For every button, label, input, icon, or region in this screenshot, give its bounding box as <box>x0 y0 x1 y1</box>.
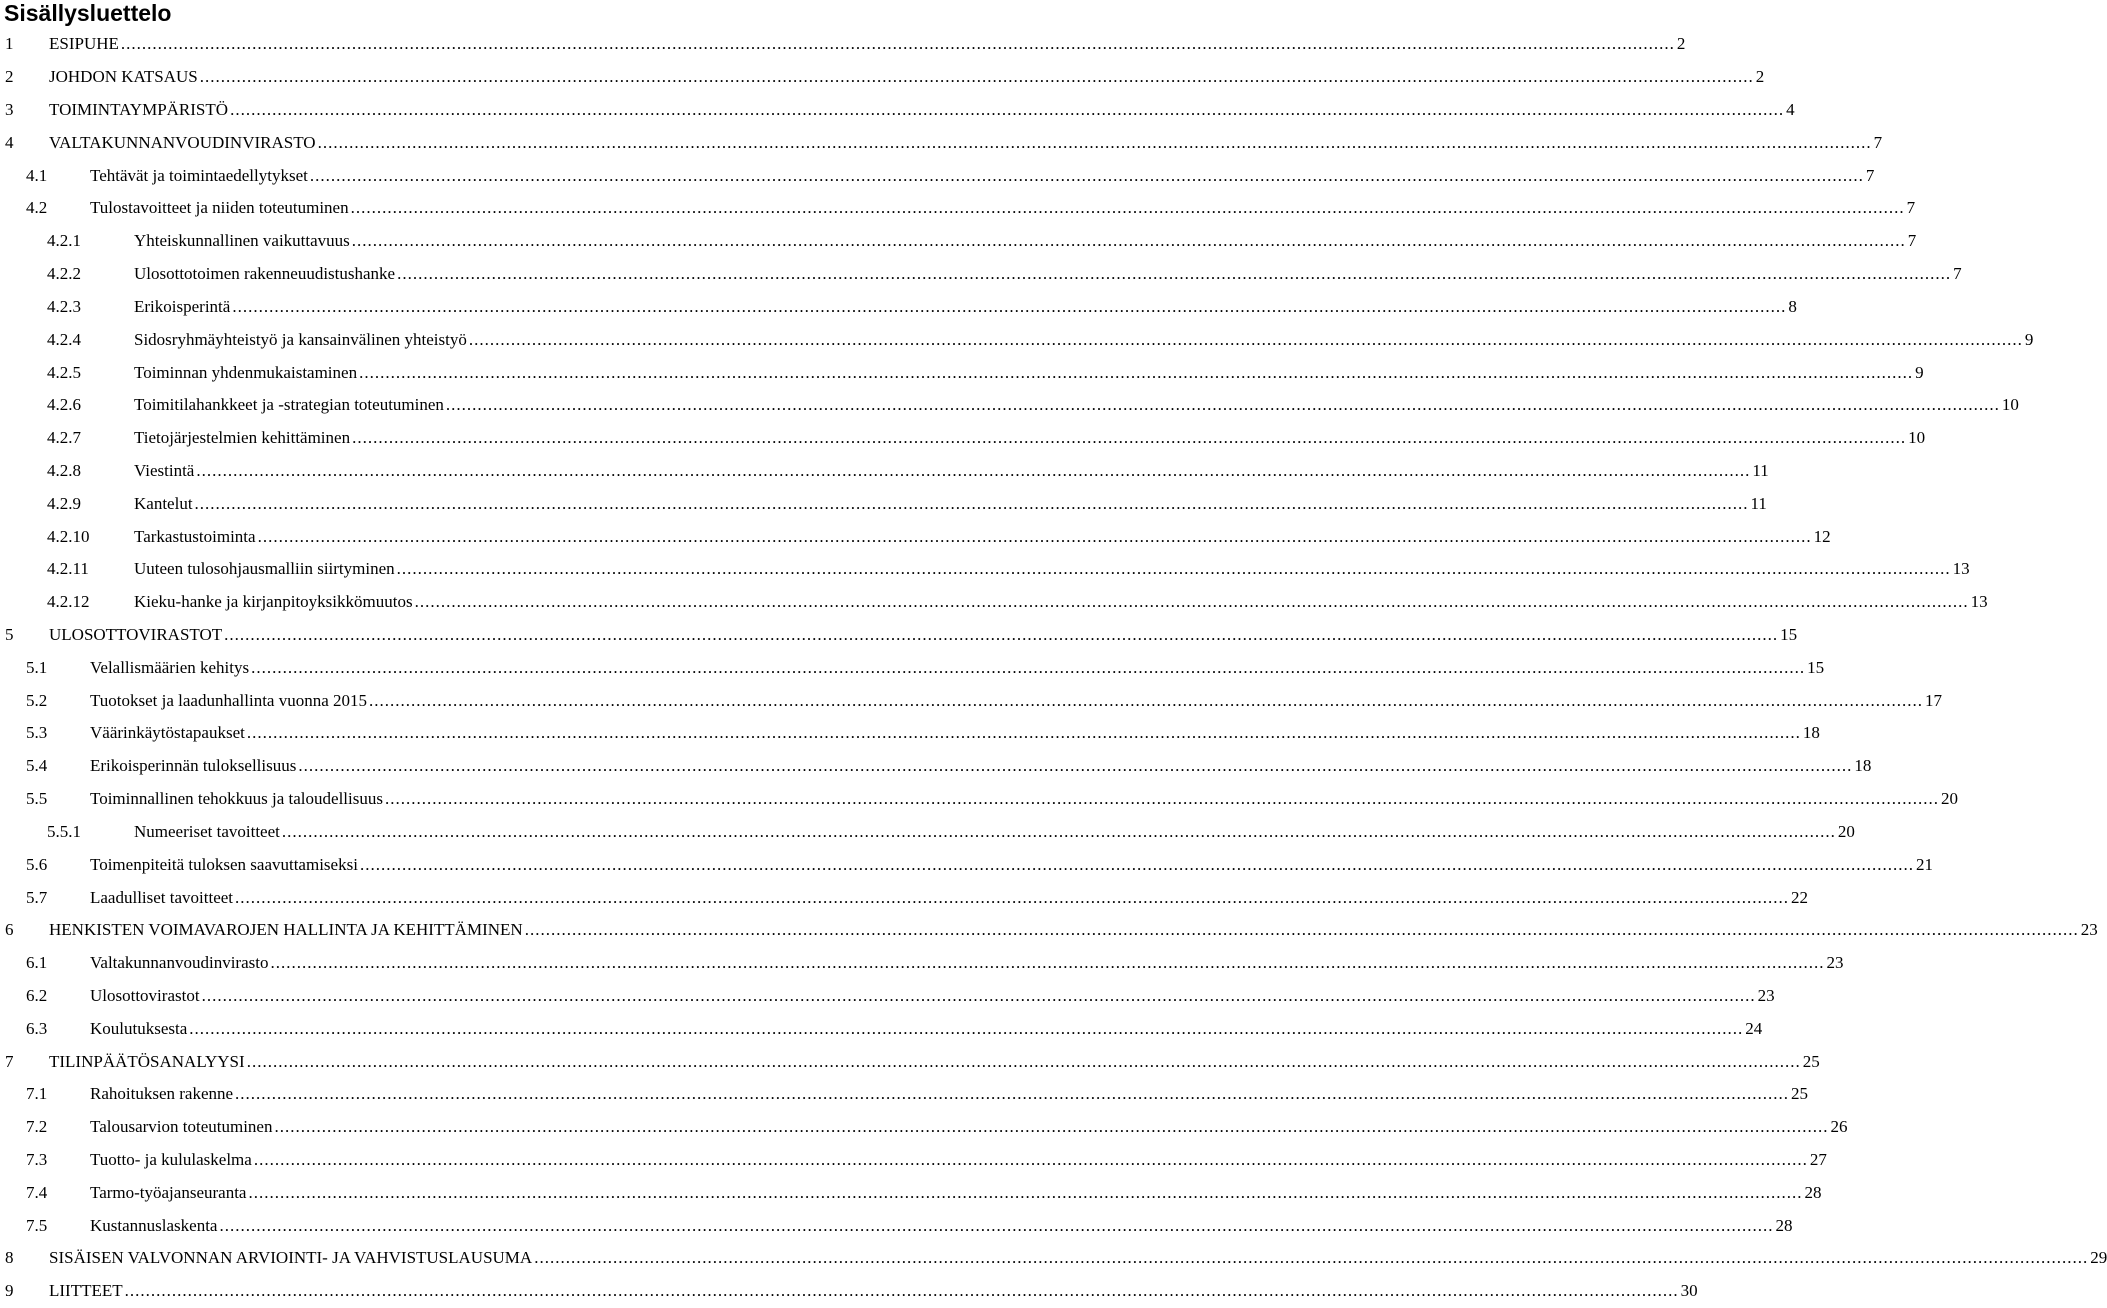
toc-entry-number: 6 <box>5 920 14 940</box>
toc-entry-number: 4.2.3 <box>47 296 81 316</box>
dot-leader <box>270 953 1824 973</box>
toc-entry-label[interactable]: Ulosottovirastot <box>90 985 200 1005</box>
toc-entry-label[interactable]: Tuotto- ja kululaskelma <box>90 1150 252 1170</box>
toc-entry-label[interactable]: Erikoisperinnän tuloksellisuus <box>90 756 297 776</box>
toc-entry-number: 4.2.1 <box>47 231 81 251</box>
toc-entry[interactable] <box>0 323 2034 356</box>
toc-entry-label[interactable]: Väärinkäytöstapaukset <box>90 723 245 743</box>
dot-leader <box>359 363 1913 383</box>
toc-entry-page-number: 7 <box>1865 165 1875 185</box>
toc-entry[interactable] <box>0 848 1933 881</box>
toc-entry-page-number: 13 <box>1970 592 1988 612</box>
toc-entry-label[interactable]: TILINPÄÄTÖSANALYYSI <box>49 1051 245 1071</box>
toc-entry[interactable] <box>0 816 1855 849</box>
dot-leader <box>230 100 1784 120</box>
toc-entry-label[interactable]: Uuteen tulosohjausmalliin siirtyminen <box>134 559 395 579</box>
toc-entry[interactable] <box>0 783 1958 816</box>
toc-entry-number: 4.2.11 <box>47 559 89 579</box>
dot-leader <box>232 297 1786 317</box>
toc-entry[interactable] <box>0 914 2098 947</box>
toc-entry-page-number: 23 <box>1757 985 1775 1005</box>
toc-entry[interactable] <box>0 487 1767 520</box>
toc-entry-label[interactable]: HENKISTEN VOIMAVAROJEN HALLINTA JA KEHITTÄMINEN <box>49 920 523 940</box>
toc-entry[interactable] <box>0 389 2019 422</box>
toc-entry-number: 5 <box>5 625 14 645</box>
toc-entry-page-number: 7 <box>1907 231 1917 251</box>
toc-entry-number: 7 <box>5 1051 14 1071</box>
toc-entry-label[interactable]: Numeeriset tavoitteet <box>134 821 280 841</box>
toc-entry-page-number: 2 <box>1755 67 1765 87</box>
toc-entry-label[interactable]: Koulutuksesta <box>90 1018 188 1038</box>
toc-entry-label[interactable]: Tulostavoitteet ja niiden toteutuminen <box>90 198 349 218</box>
toc-entry-number: 7.3 <box>26 1150 48 1170</box>
toc-entry-number: 5.6 <box>26 854 48 874</box>
dot-leader <box>258 527 1812 547</box>
toc-entry-page-number: 11 <box>1750 493 1767 513</box>
toc-entry[interactable] <box>0 717 1820 750</box>
dot-leader <box>469 330 2023 350</box>
toc-entry-label[interactable]: TOIMINTAYMPÄRISTÖ <box>49 100 229 120</box>
toc-entry[interactable] <box>0 455 1769 488</box>
toc-entry[interactable] <box>0 61 1765 94</box>
toc-entry-number: 4.2.8 <box>47 460 81 480</box>
toc-entry[interactable] <box>0 619 1798 652</box>
dot-leader <box>247 1052 1801 1072</box>
toc-entry[interactable] <box>0 750 1872 783</box>
dot-leader <box>224 625 1778 645</box>
toc-entry[interactable] <box>0 1012 1763 1045</box>
dot-leader <box>525 920 2079 940</box>
toc-entry-number: 4 <box>5 132 14 152</box>
toc-entry[interactable] <box>0 1144 1827 1177</box>
toc-entry-label[interactable]: Velallismäärien kehitys <box>90 657 250 677</box>
toc-entry[interactable] <box>0 1242 2107 1275</box>
dot-leader <box>318 133 1872 153</box>
toc-entry-page-number: 17 <box>1925 690 1943 710</box>
toc-entry-number: 4.2.2 <box>47 264 81 284</box>
dot-leader <box>352 428 1906 448</box>
toc-entry-number: 4.2 <box>26 198 48 218</box>
toc-entry[interactable] <box>0 980 1775 1013</box>
dot-leader <box>415 592 1969 612</box>
toc-entry-page-number: 8 <box>1788 296 1797 316</box>
dot-leader <box>219 1216 1773 1236</box>
toc-entry[interactable] <box>0 291 1797 324</box>
dot-leader <box>235 1084 1789 1104</box>
toc-entry[interactable] <box>0 94 1795 127</box>
toc-entry-number: 6.2 <box>26 985 48 1005</box>
toc-entry-number: 9 <box>5 1281 14 1301</box>
toc-entry-page-number: 9 <box>1915 362 1924 382</box>
toc-entry[interactable] <box>0 684 1943 717</box>
toc-entry-number: 6.3 <box>26 1018 48 1038</box>
toc-entry-label[interactable]: Valtakunnanvoudinvirasto <box>90 953 269 973</box>
toc-entry-label[interactable]: Viestintä <box>134 460 195 480</box>
dot-leader <box>360 855 1914 875</box>
toc-entry-number: 5.5 <box>26 789 48 809</box>
dot-leader <box>534 1248 2088 1268</box>
toc-entry-label[interactable]: SISÄISEN VALVONNAN ARVIOINTI- JA VAHVISTUSLAUSUMA <box>49 1248 533 1268</box>
toc-entry[interactable] <box>0 651 1825 684</box>
toc-entry[interactable] <box>0 159 1875 192</box>
toc-entry-page-number: 22 <box>1791 887 1809 907</box>
toc-entry-label[interactable]: Tietojärjestelmien kehittäminen <box>134 428 351 448</box>
toc-entry-label[interactable]: ULOSOTTOVIRASTOT <box>49 625 223 645</box>
toc-entry-label[interactable]: VALTAKUNNANVOUDINVIRASTO <box>49 132 316 152</box>
toc-entry[interactable] <box>0 1045 1820 1078</box>
toc-entry-number: 5.2 <box>26 690 48 710</box>
toc-entry-page-number: 29 <box>2090 1248 2107 1268</box>
toc-entry-number: 1 <box>5 34 14 54</box>
toc-entry-label[interactable]: Toiminnallinen tehokkuus ja taloudellisuus <box>90 789 383 809</box>
toc-entry-page-number: 28 <box>1804 1182 1822 1202</box>
dot-leader <box>385 789 1939 809</box>
dot-leader <box>195 494 1749 514</box>
toc-entry[interactable] <box>0 1176 1822 1209</box>
toc-entry-page-number: 9 <box>2024 329 2034 349</box>
dot-leader <box>125 1281 1679 1301</box>
toc-entry-number: 4.2.12 <box>47 592 90 612</box>
toc-entry-label[interactable]: Toiminnan yhdenmukaistaminen <box>134 362 358 382</box>
toc-entry-label[interactable]: Tuotokset ja laadunhallinta vuonna 2015 <box>90 690 368 710</box>
toc-entry-page-number: 26 <box>1830 1117 1848 1137</box>
toc-entry-number: 4.2.10 <box>47 526 90 546</box>
dot-leader <box>298 756 1852 776</box>
toc-entry-page-number: 25 <box>1791 1084 1809 1104</box>
toc-entry-page-number: 18 <box>1802 723 1820 743</box>
toc-entry-number: 8 <box>5 1248 14 1268</box>
toc-entry-number: 3 <box>5 100 14 120</box>
toc-entry-label[interactable]: LIITTEET <box>49 1281 123 1301</box>
toc-entry-label[interactable]: Toimenpiteitä tuloksen saavuttamiseksi <box>90 854 358 874</box>
dot-leader <box>352 231 1906 251</box>
toc-entry-number: 7.2 <box>26 1117 48 1137</box>
dot-leader <box>397 264 1951 284</box>
toc-entry-label[interactable]: Tarkastustoiminta <box>134 526 256 546</box>
toc-entry-page-number: 2 <box>1676 34 1686 54</box>
toc-entry-label[interactable]: Yhteiskunnallinen vaikuttavuus <box>134 231 350 251</box>
toc-entry-label[interactable]: JOHDON KATSAUS <box>49 67 198 87</box>
toc-entry[interactable] <box>0 947 1844 980</box>
toc-entry-page-number: 24 <box>1745 1018 1763 1038</box>
toc-entry[interactable] <box>0 1078 1809 1111</box>
dot-leader <box>254 1150 1808 1170</box>
dot-leader <box>282 822 1836 842</box>
toc-entry-number: 4.2.7 <box>47 428 81 448</box>
table-of-contents <box>0 28 2107 1308</box>
toc-entry[interactable] <box>0 1209 1793 1242</box>
toc-entry-label[interactable]: Talousarvion toteutuminen <box>90 1117 273 1137</box>
toc-entry-page-number: 18 <box>1854 756 1872 776</box>
toc-entry[interactable] <box>0 356 1924 389</box>
toc-entry[interactable] <box>0 126 1883 159</box>
toc-entry-label[interactable]: Rahoituksen rakenne <box>90 1084 234 1104</box>
toc-entry-label[interactable]: Sidosryhmäyhteistyö ja kansainvälinen yhteistyö <box>134 329 467 349</box>
toc-entry-page-number: 21 <box>1915 854 1933 874</box>
toc-entry[interactable] <box>0 520 1831 553</box>
toc-entry-label[interactable]: Tehtävät ja toimintaedellytykset <box>90 165 308 185</box>
toc-entry-number: 7.4 <box>26 1182 48 1202</box>
toc-entry[interactable] <box>0 553 1970 586</box>
toc-entry-number: 4.2.4 <box>47 329 81 349</box>
toc-entry-page-number: 7 <box>1953 264 1962 284</box>
toc-entry-number: 4.2.5 <box>47 362 81 382</box>
toc-entry-page-number: 15 <box>1780 625 1798 645</box>
dot-leader <box>397 559 1951 579</box>
toc-entry-number: 2 <box>5 67 14 87</box>
toc-entry-page-number: 20 <box>1940 789 1958 809</box>
dot-leader <box>248 1183 1802 1203</box>
toc-entry-number: 5.4 <box>26 756 48 776</box>
toc-entry-page-number: 23 <box>1826 953 1844 973</box>
toc-entry-page-number: 11 <box>1752 460 1769 480</box>
toc-entry[interactable] <box>0 258 1962 291</box>
dot-leader <box>446 395 2000 415</box>
toc-entry-label[interactable]: Kieku-hanke ja kirjanpitoyksikkömuutos <box>134 592 413 612</box>
toc-entry-page-number: 7 <box>1873 132 1883 152</box>
toc-title: Sisällysluettelo <box>4 0 172 26</box>
toc-entry[interactable] <box>0 225 1917 258</box>
dot-leader <box>121 34 1675 54</box>
dot-leader <box>274 1117 1828 1137</box>
toc-entry-page-number: 27 <box>1809 1150 1827 1170</box>
dot-leader <box>235 888 1789 908</box>
toc-entry-number: 4.2.6 <box>47 395 81 415</box>
toc-entry[interactable] <box>0 422 1926 455</box>
toc-entry-page-number: 28 <box>1775 1215 1793 1235</box>
toc-entry-page-number: 15 <box>1807 657 1825 677</box>
toc-entry-page-number: 25 <box>1802 1051 1820 1071</box>
toc-entry[interactable] <box>0 881 1809 914</box>
toc-entry[interactable] <box>0 192 1916 225</box>
toc-entry-page-number: 4 <box>1786 100 1795 120</box>
dot-leader <box>310 166 1864 186</box>
dot-leader <box>251 658 1805 678</box>
toc-entry-page-number: 30 <box>1680 1281 1698 1301</box>
toc-entry-label[interactable]: Toimitilahankkeet ja -strategian toteutuminen <box>134 395 444 415</box>
toc-entry-number: 7.1 <box>26 1084 48 1104</box>
toc-entry-number: 4.2.9 <box>47 493 81 513</box>
toc-entry-label[interactable]: Laadulliset tavoitteet <box>90 887 234 907</box>
dot-leader <box>196 461 1750 481</box>
toc-entry-number: 5.7 <box>26 887 48 907</box>
toc-entry[interactable] <box>0 28 1686 61</box>
toc-entry-number: 7.5 <box>26 1215 48 1235</box>
toc-entry-page-number: 7 <box>1906 198 1916 218</box>
toc-entry-page-number: 12 <box>1813 526 1831 546</box>
toc-entry[interactable] <box>0 1275 1698 1308</box>
toc-entry-page-number: 13 <box>1952 559 1970 579</box>
toc-entry-number: 5.3 <box>26 723 48 743</box>
toc-entry-label[interactable]: Ulosottotoimen rakenneuudistushanke <box>134 264 396 284</box>
toc-entry[interactable] <box>0 586 1988 619</box>
toc-entry-label[interactable]: Kantelut <box>134 493 193 513</box>
toc-entry-label[interactable]: ESIPUHE <box>49 34 119 54</box>
toc-entry-number: 4.1 <box>26 165 48 185</box>
toc-entry-page-number: 10 <box>1908 428 1926 448</box>
toc-entry-label[interactable]: Kustannuslaskenta <box>90 1215 218 1235</box>
toc-entry-label[interactable]: Tarmo-työajanseuranta <box>90 1182 247 1202</box>
toc-entry-number: 5.5.1 <box>47 821 81 841</box>
dot-leader <box>351 198 1905 218</box>
toc-entry-page-number: 10 <box>2001 395 2019 415</box>
toc-entry-page-number: 20 <box>1837 821 1855 841</box>
dot-leader <box>200 67 1754 87</box>
dot-leader <box>202 986 1756 1006</box>
dot-leader <box>247 723 1801 743</box>
toc-entry-page-number: 23 <box>2080 920 2098 940</box>
dot-leader <box>189 1019 1743 1039</box>
toc-entry-number: 6.1 <box>26 953 48 973</box>
dot-leader <box>369 691 1923 711</box>
toc-entry-number: 5.1 <box>26 657 48 677</box>
toc-entry-label[interactable]: Erikoisperintä <box>134 296 231 316</box>
toc-entry[interactable] <box>0 1111 1848 1144</box>
